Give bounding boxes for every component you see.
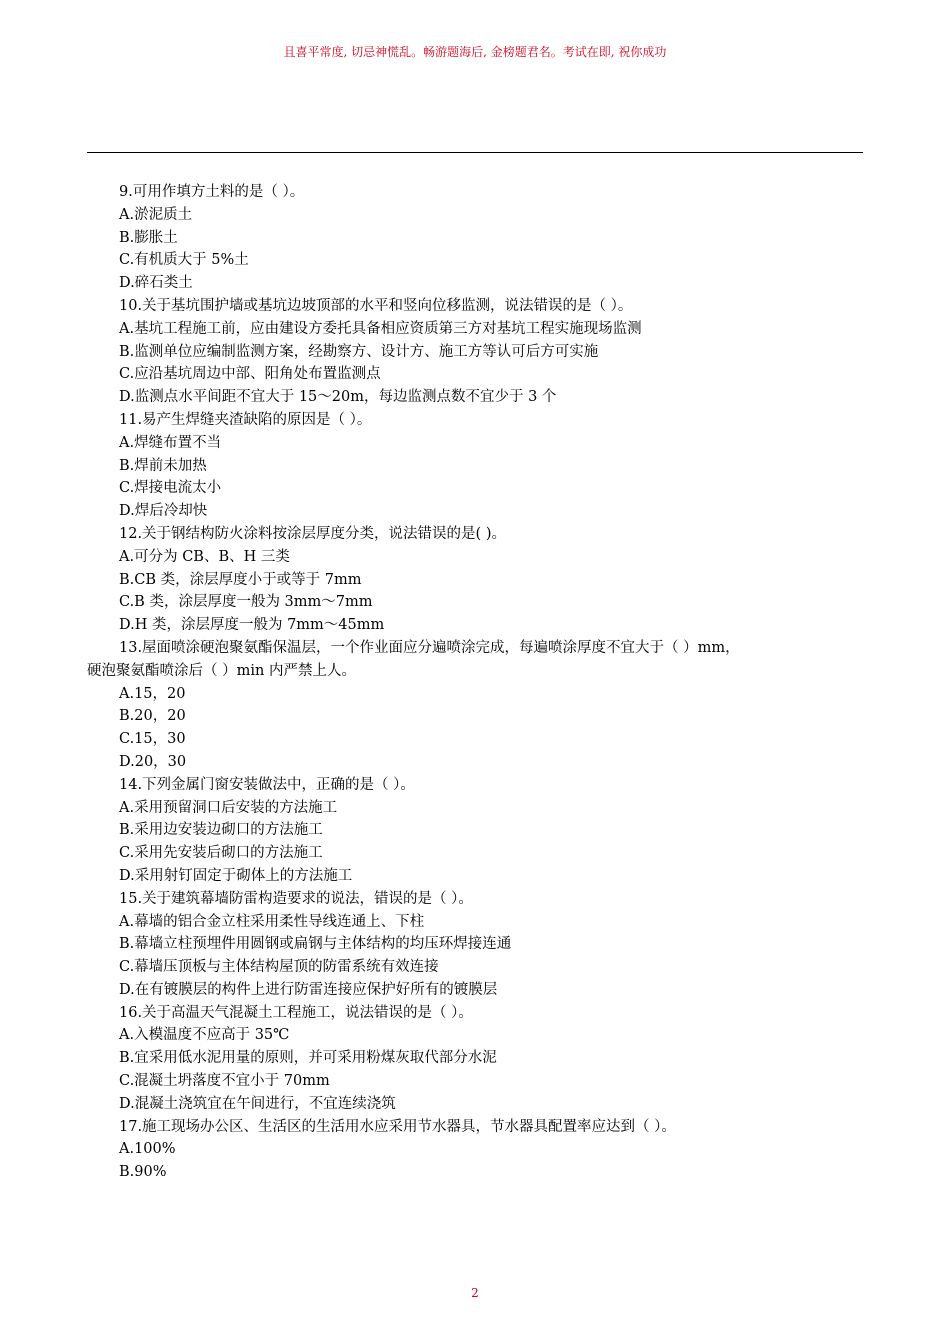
header-motto: 且喜平常度, 切忌神慌乱。畅游题海后, 金榜题君名。考试在即, 祝你成功 [283,45,667,59]
option-d: D.在有镀膜层的构件上进行防雷连接应保护好所有的镀膜层 [119,981,498,998]
option-a: A.幕墙的铝合金立柱采用柔性导线连通上、下柱 [119,913,425,930]
option-b: B.20，20 [119,708,186,725]
option-d: D.焊后冷却快 [119,503,208,520]
option-b: B.采用边安装边砌口的方法施工 [119,822,323,839]
option-d: D.混凝土浇筑宜在午间进行，不宜连续浇筑 [119,1095,396,1112]
question-stem: 9.可用作填方土料的是（ ）。 [119,184,305,200]
option-a: A.焊缝布置不当 [119,434,222,451]
option-b: B.宜采用低水泥用量的原则，并可采用粉煤灰取代部分水泥 [119,1050,497,1067]
option-a: A.淤泥质土 [119,206,193,223]
question-stem-continuation: 硬泡聚氨酯喷涂后（ ）min 内严禁上人。 [87,662,356,679]
option-c: C.幕墙压顶板与主体结构屋顶的防雷系统有效连接 [119,959,439,976]
option-d: D.采用射钉固定于砌体上的方法施工 [119,867,353,884]
option-b: B.焊前未加热 [119,457,207,474]
option-d: D.监测点水平间距不宜大于 15～20m，每边监测点数不宜少于 3 个 [119,389,557,406]
question-17 [119,1116,864,1184]
question-stem: 14.下列金属门窗安装做法中，正确的是（ ）。 [119,776,415,793]
question-14 [119,774,864,888]
option-a: A.采用预留洞口后安装的方法施工 [119,799,338,816]
option-a: A.基坑工程施工前，应由建设方委托具备相应资质第三方对基坑工程实施现场监测 [119,320,642,337]
header-divider [87,152,863,153]
page-number: 2 [471,1286,479,1300]
question-stem: 10.关于基坑围护墙或基坑边坡顶部的水平和竖向位移监测，说法错误的是（ ）。 [119,297,633,314]
option-b: B.幕墙立柱预埋件用圆钢或扁钢与主体结构的均压环焊接连通 [119,936,512,953]
option-c: C.采用先安装后砌口的方法施工 [119,845,323,862]
option-c: C.应沿基坑周边中部、阳角处布置监测点 [119,366,381,383]
option-c: C.15，30 [119,731,186,748]
option-c: C.B 类，涂层厚度一般为 3mm～7mm [119,594,373,611]
question-list [87,181,864,1184]
question-15 [119,888,864,1002]
option-c: C.焊接电流太小 [119,480,222,497]
option-b: B.膨胀土 [119,229,178,246]
question-10 [119,295,864,409]
option-c: C.混凝土坍落度不宜小于 70mm [119,1073,330,1090]
question-stem: 13.屋面喷涂硬泡聚氨酯保温层，一个作业面应分遍喷涂完成，每遍喷涂厚度不宜大于（ ）mm， [119,639,740,656]
question-12 [119,523,864,637]
option-b: B.CB 类，涂层厚度小于或等于 7mm [119,571,362,588]
option-d: D.H 类，涂层厚度一般为 7mm～45mm [119,617,385,634]
question-11 [119,409,864,523]
question-stem: 17.施工现场办公区、生活区的生活用水应采用节水器具，节水器具配置率应达到（ ）。 [119,1118,676,1135]
option-d: D.20，30 [119,753,187,770]
question-stem: 11.易产生焊缝夹渣缺陷的原因是（ ）。 [119,411,372,428]
option-a: A.15，20 [119,685,186,702]
option-b: B.监测单位应编制监测方案，经勘察方、设计方、施工方等认可后方可实施 [119,343,599,360]
option-a: A.入模温度不应高于 35℃ [119,1027,290,1044]
option-c: C.有机质大于 5%土 [119,252,249,269]
question-9 [119,181,864,295]
option-a: A.100% [119,1141,176,1158]
question-13 [87,637,864,774]
option-a: A.可分为 CB、B、H 三类 [119,548,290,565]
option-d: D.碎石类土 [119,275,193,292]
question-stem: 15.关于建筑幕墙防雷构造要求的说法，错误的是（ ）。 [119,890,473,907]
question-stem: 16.关于高温天气混凝土工程施工，说法错误的是（ ）。 [119,1004,473,1021]
question-16 [119,1002,864,1116]
question-stem: 12.关于钢结构防火涂料按涂层厚度分类，说法错误的是( )。 [119,525,506,542]
option-b: B.90% [119,1164,167,1181]
